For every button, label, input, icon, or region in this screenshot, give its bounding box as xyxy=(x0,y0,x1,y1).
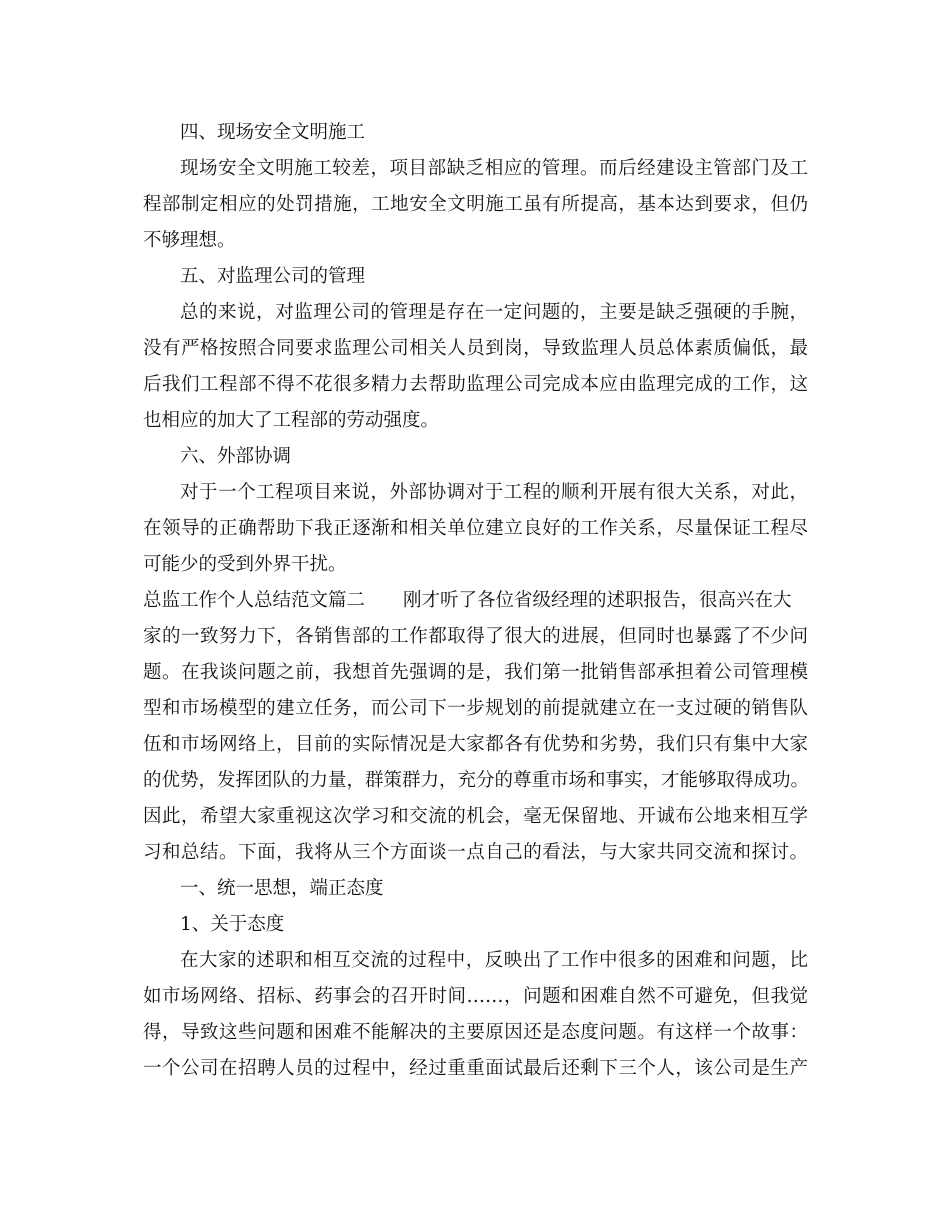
paragraph-line: 总的来说，对监理公司的管理是存在一定问题的，主要是缺乏强硬的手腕， xyxy=(180,302,808,323)
paragraph-line: 对于一个工程项目来说，外部协调对于工程的顺利开展有很大关系，对此， xyxy=(180,482,808,503)
paragraph-line: 习和总结。下面，我将从三个方面谈一点自己的看法，与大家共同交流和探讨。 xyxy=(143,842,808,863)
section-heading-p2-1: 一、统一思想，端正态度 xyxy=(180,878,384,899)
paragraph-line: 家的一致努力下，各销售部的工作都取得了很大的进展，但同时也暴露了不少问 xyxy=(143,626,808,647)
paragraph-line: 伍和市场网络上，目前的实际情况是大家都各有优势和劣势，我们只有集中大家 xyxy=(143,734,808,755)
section-heading-6: 六、外部协调 xyxy=(180,446,292,467)
paragraph-line: 也相应的加大了工程部的劳动强度。 xyxy=(143,410,440,431)
paragraph-line: 不够理想。 xyxy=(143,230,236,251)
paragraph-text: 刚才听了各位省级经理的述职报告，很高兴在大 xyxy=(403,590,792,611)
paragraph-line: 题。在我谈问题之前，我想首先强调的是，我们第一批销售部承担着公司管理模 xyxy=(143,662,808,683)
subsection-heading-attitude: 1、关于态度 xyxy=(180,914,285,935)
section-heading-5: 五、对监理公司的管理 xyxy=(180,266,366,287)
document-page xyxy=(143,118,808,1084)
paragraph-line: 程部制定相应的处罚措施，工地安全文明施工虽有所提高，基本达到要求，但仍 xyxy=(143,194,808,215)
paragraph-line: 一个公司在招聘人员的过程中，经过重重面试最后还剩下三个人，该公司是生产 xyxy=(143,1058,808,1079)
paragraph-line: 可能少的受到外界干扰。 xyxy=(143,554,347,575)
paragraph-line: 在大家的述职和相互交流的过程中，反映出了工作中很多的困难和问题，比 xyxy=(180,950,808,971)
section-heading-4: 四、现场安全文明施工 xyxy=(180,122,366,143)
paragraph-line: 如市场网络、招标、药事会的召开时间……，问题和困难自然不可避免，但我觉 xyxy=(143,986,808,1007)
paragraph-line: 得，导致这些问题和困难不能解决的主要原因还是态度问题。有这样一个故事： xyxy=(143,1022,808,1043)
paragraph-line: 没有严格按照合同要求监理公司相关人员到岗，导致监理人员总体素质偏低，最 xyxy=(143,338,808,359)
paragraph-line: 后我们工程部不得不花很多精力去帮助监理公司完成本应由监理完成的工作，这 xyxy=(143,374,808,395)
paragraph-line: 在领导的正确帮助下我正逐渐和相关单位建立良好的工作关系，尽量保证工程尽 xyxy=(143,518,808,539)
part2-title: 总监工作个人总结范文篇二 xyxy=(143,590,366,611)
paragraph-line: 的优势，发挥团队的力量，群策群力，充分的尊重市场和事实，才能够取得成功。 xyxy=(143,770,810,791)
paragraph-line: 型和市场模型的建立任务，而公司下一步规划的前提就建立在一支过硬的销售队 xyxy=(143,698,808,719)
part2-title-line xyxy=(143,586,808,616)
paragraph-line: 因此，希望大家重视这次学习和交流的机会，毫无保留地、开诚布公地来相互学 xyxy=(143,806,808,827)
paragraph-line: 现场安全文明施工较差，项目部缺乏相应的管理。而后经建设主管部门及工 xyxy=(180,158,808,179)
